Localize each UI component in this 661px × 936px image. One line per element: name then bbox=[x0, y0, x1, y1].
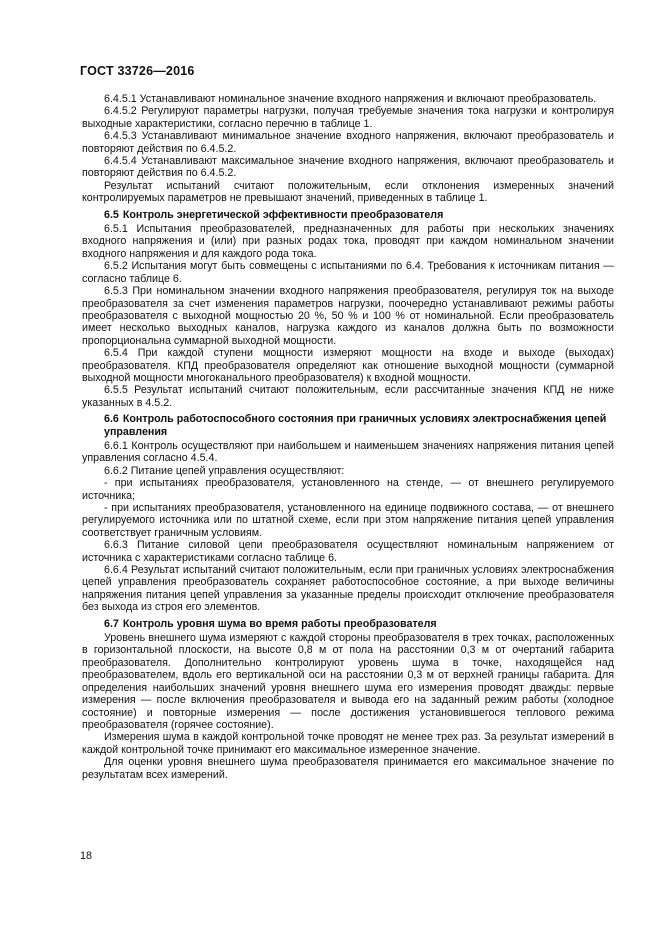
section-number: 6.7 bbox=[104, 617, 119, 630]
paragraph-6-7-repetitions: Измерения шума в каждой контрольной точке проводят не менее трех раз. За результат измерений в каждой контрольной точке принимают его максимальное измеренное значение. bbox=[82, 731, 614, 756]
section-heading-6-5 bbox=[82, 209, 614, 221]
paragraph-6-4-5-1: 6.4.5.1 Устанавливают номинальное значение входного напряжения и включают преобразователь. bbox=[104, 93, 597, 105]
paragraph-6-5-1: 6.5.1 Испытания преобразователей, предназначенных для работы при нескольких значениях входного напряжения и (или) при разных родах тока, проводят при каждом номинальном значении входного напряжения и для каждого рода тока. bbox=[82, 223, 614, 260]
document-body bbox=[82, 93, 614, 781]
section-heading-6-6 bbox=[82, 413, 614, 438]
section-title: Контроль уровня шума во время работы преобразователя bbox=[122, 617, 437, 630]
list-item-stand: - при испытаниях преобразователя, установленного на стенде, — от внешнего регулируемого источника; bbox=[82, 477, 614, 502]
paragraph-6-7-evaluation: Для оценки уровня внешнего шума преобразователя принимается его максимальное значение по результатам всех измерений. bbox=[82, 756, 614, 781]
section-title: Контроль работоспособного состояния при граничных условиях электроснабжения цепей управления bbox=[104, 413, 607, 438]
paragraph-6-5-4: 6.5.4 При каждой ступени мощности измеряют мощности на входе и выходе (выходах) преобразователя. КПД преобразователя определяют как отношение выходной мощности (суммарной выходной мощности многоканального преобразователя) к входной мощности. bbox=[82, 347, 614, 384]
paragraph-6-5-5: 6.5.5 Результат испытаний считают положительным, если рассчитанные значения КПД не ниже указанных в 4.5.2. bbox=[82, 384, 614, 409]
section-heading-6-7 bbox=[82, 618, 614, 630]
paragraph-6-6-1: 6.6.1 Контроль осуществляют при наибольшем и наименьшем значениях напряжения питания цепей управления согласно 4.5.4. bbox=[82, 439, 614, 465]
list-item-vehicle: - при испытаниях преобразователя, установленного на единице подвижного состава, — от внешнего регулируемого источника или по штатной схеме, если при этом напряжение питания цепей управления соответствует граничным условиям. bbox=[82, 502, 614, 539]
paragraph-6-4-5-2: 6.4.5.2 Регулируют параметры нагрузки, получая требуемые значения тока нагрузки и контролируя выходные характеристики, согласно перечню в таблице 1. bbox=[82, 105, 614, 130]
paragraph-6-5-2: 6.5.2 Испытания могут быть совмещены с испытаниями по 6.4. Требования к источникам питания — согласно таблице 6. bbox=[82, 260, 614, 285]
paragraph-6-4-5-3: 6.4.5.3 Устанавливают минимальное значение входного напряжения, включают преобразователь и повторяют действия по 6.4.5.2. bbox=[82, 130, 614, 155]
paragraph-6-4-5-result: Результат испытаний считают положительным, если отклонения измеренных значений контролируемых параметров не превышают значений, приведенных в таблице 1. bbox=[82, 179, 614, 205]
paragraph-6-6-2: 6.6.2 Питание цепей управления осуществляют: bbox=[104, 464, 345, 477]
paragraph-6-6-3: 6.6.3 Питание силовой цепи преобразователя осуществляют номинальным напряжением от источника с характеристиками согласно таблице 6. bbox=[82, 539, 614, 564]
section-number: 6.6 bbox=[104, 413, 119, 426]
section-number: 6.5 bbox=[104, 208, 119, 221]
paragraph-6-7-noise-measurement: Уровень внешнего шума измеряют с каждой стороны преобразователя в трех точках, расположенных в горизонтальной плоскости, на высоте 0,8 м от пола на расстоянии 0,3 м от очертаний габарита преобразователя. Дополнительно контролируют уровень шума в точке, находящейся над преобразователем, вдоль его вертикальной оси на расстоянии 0,3 м от верхней границы габарита. Для определения наибольших значений уровня внешнего шума его измерения проводят дважды: первые измерения — после включения преобразователя и вывода его на заданный режим работы (холодное состояние) и повторные измерения — после достижения установившегося теплового режима преобразователя (горячее состояние). bbox=[82, 632, 614, 731]
paragraph-6-5-3: 6.5.3 При номинальном значении входного напряжения преобразователя, регулируя ток на выходе преобразователя за счет изменения параметров нагрузки, поочередно устанавливают режимы работы преобразователя с выходной мощностью 20 %, 50 % и 100 % от номинальной. Если преобразователь имеет несколько выходных каналов, нагрузка каждого из каналов должна быть по возможности пропорциональна суммарной выходной мощности. bbox=[82, 285, 614, 347]
paragraph-6-6-4: 6.6.4 Результат испытаний считают положительным, если при граничных условиях электроснабжения цепей управления преобразователь сохраняет работоспособное состояние, а при выходе величины напряжения питания цепей управления за указанные пределы происходит отключение преобразователя без выхода из строя его элементов. bbox=[82, 564, 614, 614]
document-header: ГОСТ 33726—2016 bbox=[80, 64, 195, 78]
page-number: 18 bbox=[80, 850, 92, 862]
paragraph-6-4-5-4: 6.4.5.4 Устанавливают максимальное значение входного напряжения, включают преобразователь и повторяют действия по 6.4.5.2. bbox=[82, 155, 614, 180]
section-title: Контроль энергетической эффективности преобразователя bbox=[122, 208, 444, 221]
